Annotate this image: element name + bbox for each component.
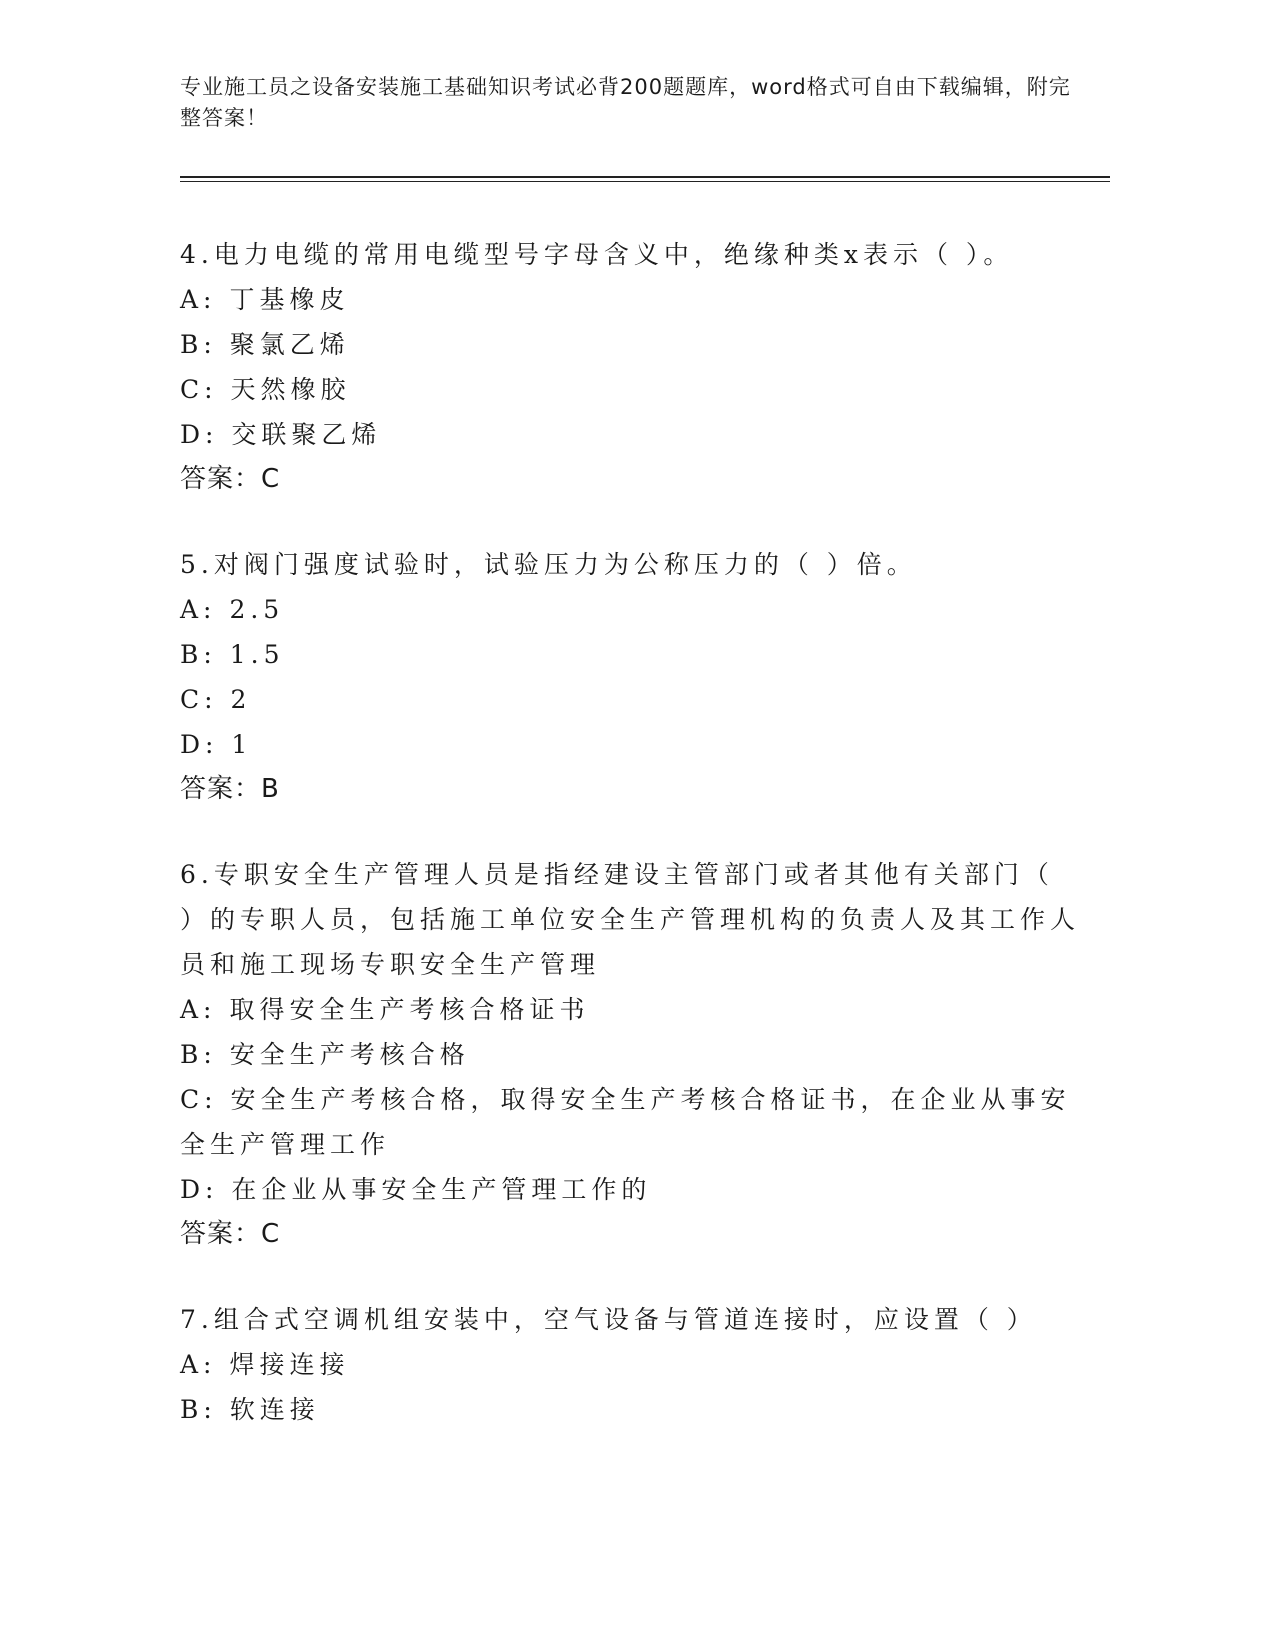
option-letter: B: xyxy=(180,330,217,359)
option-text: 天然橡胶 xyxy=(230,375,351,404)
option-d xyxy=(180,722,1080,767)
option-c xyxy=(180,367,1080,412)
header-title: 专业施工员之设备安装施工基础知识考试必背200题题库，word格式可自由下载编辑，附完整答案！ xyxy=(180,75,1071,130)
option-b xyxy=(180,1387,1080,1432)
question-body: 专职安全生产管理人员是指经建设主管部门或者其他有关部门（ ）的专职人员，包括施工单位安全生产管理机构的负责人及其工作人员和施工现场专职安全生产管理 xyxy=(180,860,1081,979)
option-text: 丁基橡皮 xyxy=(229,285,350,314)
question-number: 4. xyxy=(180,240,214,269)
header-divider-thick xyxy=(180,176,1110,178)
option-letter: B: xyxy=(180,1040,217,1069)
option-letter: A: xyxy=(180,285,217,314)
option-d xyxy=(180,412,1080,457)
question-list xyxy=(180,232,1080,1472)
question-text xyxy=(180,852,1080,987)
option-b xyxy=(180,322,1080,367)
question-5 xyxy=(180,542,1080,812)
question-number: 6. xyxy=(180,860,214,889)
answer-line: 答案：B xyxy=(180,774,280,804)
option-a xyxy=(180,1342,1080,1387)
option-c xyxy=(180,677,1080,722)
option-text: 在企业从事安全生产管理工作的 xyxy=(231,1175,652,1204)
question-body: 组合式空调机组安装中，空气设备与管道连接时，应设置（ ） xyxy=(213,1305,1037,1334)
question-body: 对阀门强度试验时，试验压力为公称压力的（ ）倍。 xyxy=(213,550,917,579)
question-text xyxy=(180,542,1080,587)
option-text: 取得安全生产考核合格证书 xyxy=(229,995,590,1024)
option-letter: B: xyxy=(180,640,217,669)
option-c xyxy=(180,1077,1080,1167)
option-letter: A: xyxy=(180,995,217,1024)
option-text: 2.5 xyxy=(229,595,285,624)
option-letter: D: xyxy=(180,730,219,759)
option-b xyxy=(180,632,1080,677)
answer-line: 答案：C xyxy=(180,1219,281,1249)
option-letter: D: xyxy=(180,1175,219,1204)
option-text: 聚氯乙烯 xyxy=(229,330,350,359)
header-divider-thin xyxy=(180,181,1110,182)
question-7 xyxy=(180,1297,1080,1432)
option-text: 2 xyxy=(230,685,252,714)
option-letter: D: xyxy=(180,420,219,449)
option-d xyxy=(180,1167,1080,1212)
option-text: 安全生产考核合格 xyxy=(229,1040,470,1069)
question-text xyxy=(180,1297,1080,1342)
option-letter: A: xyxy=(180,1350,217,1379)
option-text: 安全生产考核合格，取得安全生产考核合格证书，在企业从事安全生产管理工作 xyxy=(180,1085,1071,1159)
question-6 xyxy=(180,852,1080,1257)
option-letter: C: xyxy=(180,375,218,404)
option-a xyxy=(180,587,1080,632)
question-number: 5. xyxy=(180,550,214,579)
option-b xyxy=(180,1032,1080,1077)
option-letter: B: xyxy=(180,1395,217,1424)
question-4 xyxy=(180,232,1080,502)
question-number: 7. xyxy=(180,1305,214,1334)
document-header xyxy=(180,72,1080,134)
answer-line: 答案：C xyxy=(180,464,281,494)
option-letter: C: xyxy=(180,685,218,714)
option-text: 焊接连接 xyxy=(229,1350,350,1379)
question-text xyxy=(180,232,1080,277)
option-text: 1 xyxy=(231,730,253,759)
option-text: 交联聚乙烯 xyxy=(231,420,382,449)
option-letter: A: xyxy=(180,595,217,624)
option-text: 软连接 xyxy=(229,1395,320,1424)
option-text: 1.5 xyxy=(229,640,285,669)
option-a xyxy=(180,277,1080,322)
question-body: 电力电缆的常用电缆型号字母含义中，绝缘种类x表示（ ）。 xyxy=(213,240,1014,269)
option-a xyxy=(180,987,1080,1032)
option-letter: C: xyxy=(180,1085,218,1114)
